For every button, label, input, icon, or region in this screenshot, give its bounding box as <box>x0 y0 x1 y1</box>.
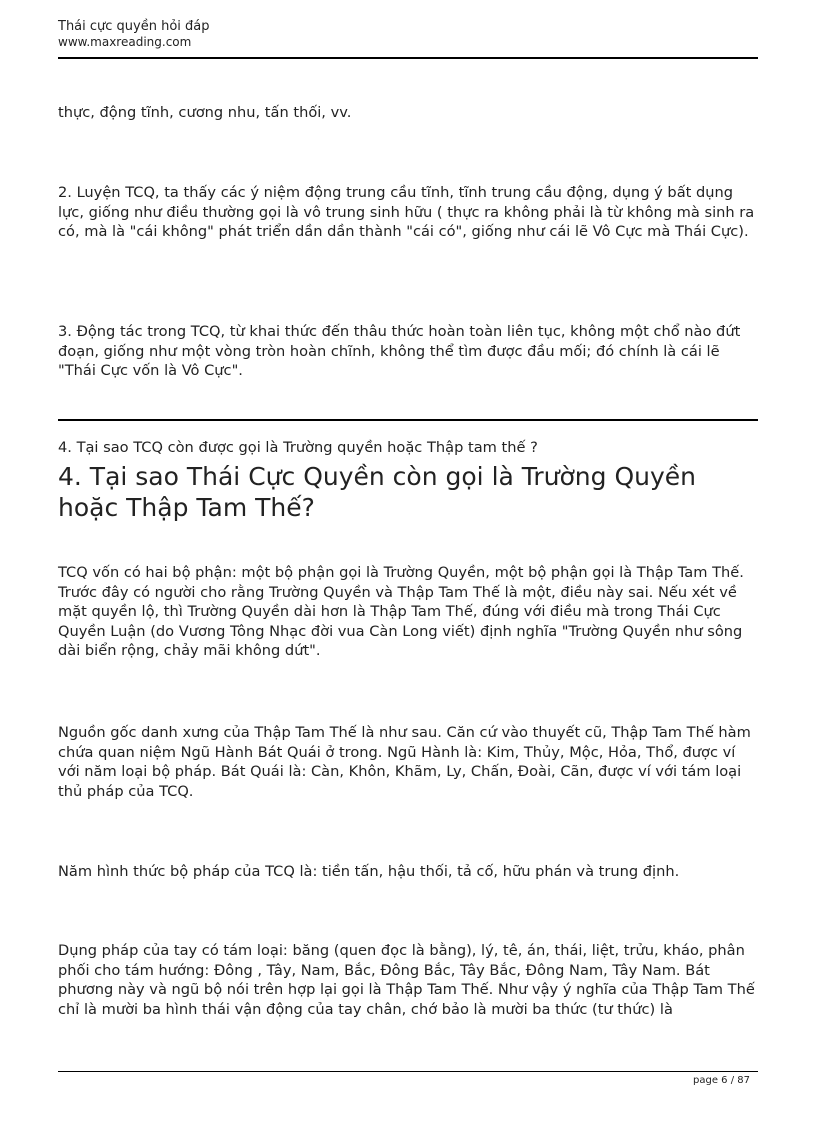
question-heading: 4. Tại sao Thái Cực Quyền còn gọi là Trường Quyền hoặc Thập Tam Thế? <box>58 462 697 522</box>
footer-rule <box>58 1071 758 1072</box>
page-header <box>58 18 758 50</box>
header-url[interactable]: www.maxreading.com <box>58 35 192 49</box>
answer-paragraph-3: Năm hình thức bộ pháp của TCQ là: tiền tấn, hậu thối, tả cố, hữu phán và trung định. <box>58 863 680 880</box>
section-divider <box>58 419 758 421</box>
answer-paragraph-1: TCQ vốn có hai bộ phận: một bộ phận gọi là Trường Quyền, một bộ phận gọi là Thập Tam Thế. Trước đây có người cho rằng Trường Quyền và Thập Tam Thế là một, điều này sai. Nếu xét về mặt quyền lộ, thì Trường Quyền dài hơn là Thập Tam Thế, đúng với điều mà trong Thái Cực Quyền Luận (do Vương Tông Nhạc đời vua Càn Long viết) định nghĩa "Trường Quyền như sông dài biển rộng, chảy mãi không dứt". <box>58 564 744 660</box>
question-title-small: 4. Tại sao TCQ còn được gọi là Trường quyền hoặc Thập tam thế ? <box>58 439 538 456</box>
answer-paragraph-4: Dụng pháp của tay có tám loại: băng (quen đọc là bằng), lý, tê, án, thái, liệt, trửu, kháo, phân phối cho tám hướng: Đông , Tây, Nam, Bắc, Đông Bắc, Tây Bắc, Đông Nam, Tây Nam. Bát phương này và ngũ bộ nói trên hợp lại gọi là Thập Tam Thế. Như vậy ý nghĩa của Thập Tam Thế chỉ là mười ba hình thái vận động của tay chân, chớ bảo là mười ba thức (tư thức) là <box>58 942 755 1018</box>
body-paragraph-1: 2. Luyện TCQ, ta thấy các ý niệm động trung cầu tĩnh, tĩnh trung cầu động, dụng ý bất dụng lực, giống như điều thường gọi là vô trung sinh hữu ( thực ra không phải là từ không mà sinh ra có, mà là "cái không" phát triển dần dần thành "cái có", giống như cái lẽ Vô Cực mà Thái Cực). <box>58 184 755 241</box>
header-title: Thái cực quyền hỏi đáp <box>58 19 210 34</box>
answer-paragraph-2: Nguồn gốc danh xưng của Thập Tam Thế là như sau. Căn cứ vào thuyết cũ, Thập Tam Thế hàm chứa quan niệm Ngũ Hành Bát Quái ở trong. Ngũ Hành là: Kim, Thủy, Mộc, Hỏa, Thổ, được ví với năm loại bộ pháp. Bát Quái là: Càn, Khôn, Khãm, Ly, Chấn, Đoài, Cãn, được ví với tám loại thủ pháp của TCQ. <box>58 724 751 800</box>
header-rule <box>58 57 758 59</box>
body-paragraph-2: 3. Động tác trong TCQ, từ khai thức đến thâu thức hoàn toàn liên tục, không một chổ nào đứt đoạn, giống như một vòng tròn hoàn chĩnh, không thể tìm được đầu mối; đó chính là cái lẽ "Thái Cực vốn là Vô Cực". <box>58 323 741 380</box>
page-number: page 6 / 87 <box>693 1075 750 1086</box>
body-paragraph-0: thực, động tĩnh, cương nhu, tấn thối, vv. <box>58 104 352 121</box>
